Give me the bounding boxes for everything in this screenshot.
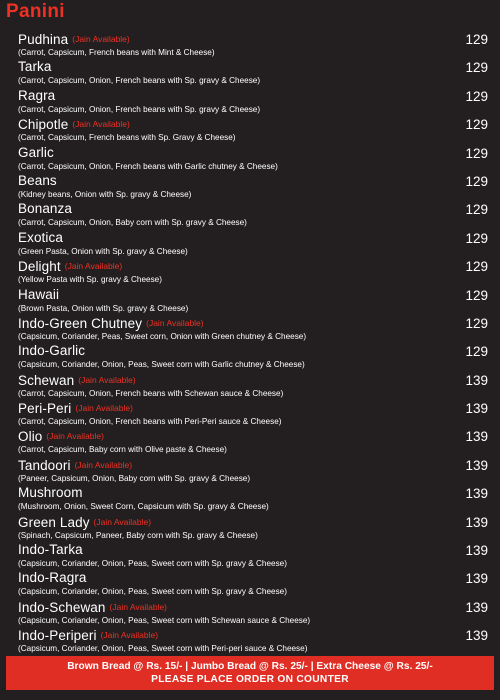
- menu-item: [18, 428, 488, 456]
- menu-item: [18, 201, 488, 229]
- jain-available-note: (Jain Available): [64, 261, 123, 272]
- menu-item-header: [18, 201, 488, 217]
- menu-item-header: [18, 570, 488, 586]
- menu-item: [18, 514, 488, 542]
- jain-available-note: (Jain Available): [46, 431, 104, 442]
- menu-item-header: [18, 116, 488, 132]
- menu-item: [18, 372, 488, 400]
- menu-item-header: [18, 258, 488, 274]
- menu-item-header: [18, 627, 488, 643]
- menu-item-name: Delight: [18, 259, 61, 275]
- menu-item-name: Chipotle: [18, 117, 69, 133]
- menu-item-name: Tarka: [18, 59, 52, 75]
- menu-item-name: Indo-Schewan: [18, 599, 106, 615]
- menu-item-price: 139: [465, 514, 488, 530]
- footer-extras: Brown Bread @ Rs. 15/- | Jumbo Bread @ Rs. 25/- | Extra Cheese @ Rs. 25/-: [67, 661, 433, 672]
- menu-item-header: [18, 287, 488, 303]
- menu-item: [18, 116, 488, 144]
- menu-item-name: Garlic: [18, 144, 54, 160]
- menu-item-price: 129: [465, 202, 488, 218]
- menu-item-price: 129: [465, 259, 488, 275]
- menu-item-description: (Green Pasta, Onion with Sp. gravy & Cheese): [18, 246, 188, 256]
- menu-item-price: 139: [465, 486, 488, 502]
- menu-item-header: [18, 315, 488, 331]
- menu-item-name: Indo-Green Chutney: [18, 315, 143, 331]
- menu-item-name: Beans: [18, 172, 57, 188]
- menu-item-price: 139: [465, 543, 488, 559]
- menu-item: [18, 627, 488, 655]
- menu-item-name: Bonanza: [18, 201, 72, 217]
- menu-item-header: [18, 542, 488, 558]
- menu-item-price: 139: [465, 628, 488, 644]
- menu-item-price: 129: [465, 32, 488, 47]
- footer-banner: [6, 656, 494, 690]
- section-title: Panini: [6, 1, 65, 22]
- menu-item-header: [18, 457, 488, 473]
- menu-item-price: 129: [465, 88, 488, 104]
- menu-item-price: 129: [465, 173, 488, 189]
- menu-item-price: 139: [465, 571, 488, 587]
- menu-item-description: (Mushroom, Onion, Sweet Corn, Capsicum with Sp. gravy & Cheese): [18, 502, 269, 512]
- menu-item-name: Schewan: [18, 372, 75, 388]
- menu-item-description: (Carrot, Capsicum, French beans with Sp. Gravy & Cheese): [18, 133, 236, 143]
- menu-item: [18, 258, 488, 286]
- menu-item-header: [18, 428, 488, 444]
- menu-item-price: 129: [465, 315, 488, 331]
- menu-item: [18, 400, 488, 428]
- menu-item-description: (Capsicum, Coriander, Onion, Peas, Sweet corn with Schewan sauce & Cheese): [18, 615, 311, 625]
- jain-available-note: (Jain Available): [93, 516, 152, 527]
- menu-item: [18, 173, 488, 201]
- jain-available-note: (Jain Available): [72, 119, 130, 130]
- menu-item: [18, 31, 488, 59]
- menu-item-description: (Spinach, Capsicum, Paneer, Baby corn with Sp. gravy & Cheese): [18, 530, 258, 540]
- menu-item-header: [18, 88, 488, 104]
- jain-available-note: (Jain Available): [100, 630, 159, 641]
- menu-item-description: (Capsicum, Coriander, Onion, Peas, Sweet corn with Sp. gravy & Cheese): [18, 587, 287, 597]
- menu-item: [18, 599, 488, 627]
- menu-item-name: Ragra: [18, 87, 56, 103]
- menu-item-price: 139: [465, 401, 488, 417]
- jain-available-note: (Jain Available): [109, 601, 168, 612]
- menu-item-price: 139: [465, 457, 488, 473]
- menu-item-header: [18, 599, 488, 615]
- jain-available-note: (Jain Available): [72, 34, 130, 44]
- menu-item-header: [18, 485, 488, 501]
- menu-item-description: (Capsicum, Coriander, Onion, Peas, Sweet corn with Sp. gravy & Cheese): [18, 559, 287, 569]
- menu-item-description: (Paneer, Capsicum, Onion, Baby corn with Sp. gravy & Cheese): [18, 473, 251, 483]
- menu-item-name: Indo-Tarka: [18, 542, 83, 558]
- menu-item-header: [18, 145, 488, 161]
- menu-item-header: [18, 31, 488, 47]
- menu-item-description: (Kidney beans, Onion with Sp. gravy & Cheese): [18, 189, 192, 199]
- menu-item-description: (Carrot, Capsicum, Baby corn with Olive paste & Cheese): [18, 445, 227, 455]
- menu-item-name: Hawaii: [18, 286, 60, 302]
- menu-item-price: 139: [465, 429, 488, 445]
- menu-item-price: 129: [465, 117, 488, 133]
- menu-item: [18, 315, 488, 343]
- menu-item: [18, 485, 488, 513]
- menu-item-price: 129: [465, 344, 488, 360]
- menu-item-description: (Carrot, Capsicum, Onion, French beans with Sp. gravy & Cheese): [18, 104, 261, 114]
- menu-item: [18, 59, 488, 87]
- menu-item: [18, 88, 488, 116]
- menu-item-header: [18, 59, 488, 75]
- menu-item: [18, 145, 488, 173]
- menu-item-name: Indo-Garlic: [18, 343, 86, 359]
- menu-item-description: (Capsicum, Coriander, Onion, Peas, Sweet corn with Garlic chutney & Cheese): [18, 360, 305, 370]
- menu-item-name: Green Lady: [18, 514, 90, 530]
- menu-item: [18, 343, 488, 371]
- menu-list: [18, 31, 488, 656]
- menu-item-description: (Carrot, Capsicum, Onion, French beans with Peri-Peri sauce & Cheese): [18, 417, 282, 427]
- menu-item: [18, 230, 488, 258]
- menu-item-price: 129: [465, 287, 488, 303]
- jain-available-note: (Jain Available): [146, 317, 204, 328]
- menu-item-name: Exotica: [18, 229, 63, 245]
- menu-item-header: [18, 343, 488, 359]
- jain-available-note: (Jain Available): [74, 459, 133, 470]
- footer-notice: PLEASE PLACE ORDER ON COUNTER: [151, 674, 349, 685]
- menu-item: [18, 287, 488, 315]
- menu-item: [18, 542, 488, 570]
- menu-item-price: 139: [465, 599, 488, 615]
- menu-item-description: (Carrot, Capsicum, Onion, French beans with Schewan sauce & Cheese): [18, 388, 284, 398]
- menu-item-name: Indo-Periperi: [18, 628, 97, 644]
- menu-item-header: [18, 514, 488, 530]
- menu-item-price: 139: [465, 372, 488, 388]
- menu-item-description: (Brown Pasta, Onion with Sp. gravy & Cheese): [18, 303, 189, 313]
- menu-item-description: (Capsicum, Coriander, Onion, Peas, Sweet corn with Peri-peri sauce & Cheese): [18, 644, 308, 654]
- menu-item-header: [18, 230, 488, 246]
- menu-item-header: [18, 400, 488, 416]
- menu-item-header: [18, 372, 488, 388]
- menu-item-description: (Carrot, Capsicum, Onion, French beans with Garlic chutney & Cheese): [18, 161, 278, 171]
- jain-available-note: (Jain Available): [78, 374, 136, 385]
- menu-item-description: (Carrot, Capsicum, Onion, French beans with Sp. gravy & Cheese): [18, 76, 261, 86]
- menu-item-name: Mushroom: [18, 485, 83, 501]
- jain-available-note: (Jain Available): [75, 403, 133, 414]
- menu-item-name: Pudhina: [18, 32, 69, 47]
- menu-item-name: Olio: [18, 429, 43, 445]
- menu-item-price: 129: [465, 230, 488, 246]
- menu-item: [18, 457, 488, 485]
- menu-item-description: (Yellow Pasta with Sp. gravy & Cheese): [18, 275, 162, 285]
- menu-item-description: (Carrot, Capsicum, French beans with Mint & Cheese): [18, 48, 215, 57]
- menu-item-description: (Capsicum, Coriander, Peas, Sweet corn, Onion with Green chutney & Cheese): [18, 331, 307, 341]
- menu-item-description: (Carrot, Capsicum, Onion, Baby corn with Sp. gravy & Cheese): [18, 218, 247, 228]
- menu-item-price: 129: [465, 60, 488, 76]
- menu-item-name: Tandoori: [18, 457, 71, 473]
- menu-item: [18, 570, 488, 598]
- menu-item-price: 129: [465, 145, 488, 161]
- menu-item-name: Peri-Peri: [18, 401, 72, 417]
- menu-item-name: Indo-Ragra: [18, 570, 87, 586]
- menu-item-header: [18, 173, 488, 189]
